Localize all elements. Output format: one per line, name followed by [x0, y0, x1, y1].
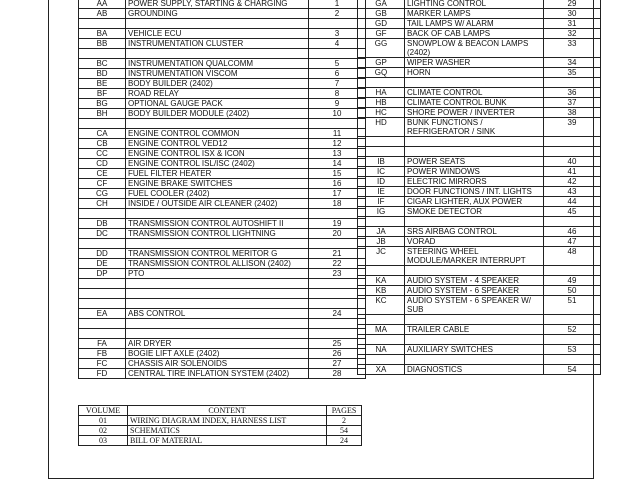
- circuit-name: ENGINE CONTROL COMMON: [126, 129, 309, 139]
- circuit-name: CLIMATE CONTROL: [405, 88, 544, 98]
- index-row: [358, 365, 601, 375]
- circuit-code: [358, 315, 405, 325]
- circuit-page: 47: [544, 237, 601, 247]
- circuit-code: CC: [79, 149, 126, 159]
- circuit-code: IB: [358, 157, 405, 167]
- index-row: [79, 59, 366, 69]
- index-row: [79, 89, 366, 99]
- circuit-name: [405, 315, 544, 325]
- circuit-name: CENTRAL TIRE INFLATION SYSTEM (2402): [126, 369, 309, 379]
- circuit-page: 13: [309, 149, 366, 159]
- index-row: [358, 237, 601, 247]
- circuit-code: GQ: [358, 68, 405, 78]
- circuit-code: [358, 78, 405, 88]
- circuit-name: INSTRUMENTATION QUALCOMM: [126, 59, 309, 69]
- circuit-name: SHORE POWER / INVERTER: [405, 108, 544, 118]
- circuit-page: 35: [544, 68, 601, 78]
- circuit-name: VEHICLE ECU: [126, 29, 309, 39]
- circuit-page: [544, 335, 601, 345]
- index-row: [79, 289, 366, 299]
- circuit-name: CHASSIS AIR SOLENOIDS: [126, 359, 309, 369]
- circuit-code: GD: [358, 19, 405, 29]
- circuit-name: INSTRUMENTATION CLUSTER: [126, 39, 309, 49]
- circuit-code: BG: [79, 99, 126, 109]
- circuit-page: 21: [309, 249, 366, 259]
- circuit-name: LIGHTING CONTROL: [405, 0, 544, 9]
- index-row: [358, 78, 601, 88]
- circuit-page: 26: [309, 349, 366, 359]
- index-row: [79, 359, 366, 369]
- index-row: [358, 118, 601, 137]
- pages-header: PAGES: [327, 406, 362, 416]
- index-row: [358, 207, 601, 217]
- circuit-code: BB: [79, 39, 126, 49]
- circuit-name: POWER SEATS: [405, 157, 544, 167]
- circuit-code: FB: [79, 349, 126, 359]
- circuit-page: 2: [309, 9, 366, 19]
- index-row: [358, 325, 601, 335]
- circuit-name: PTO: [126, 269, 309, 279]
- circuit-name: [405, 266, 544, 276]
- circuit-page: 49: [544, 276, 601, 286]
- circuit-code: [358, 147, 405, 157]
- circuit-code: AB: [79, 9, 126, 19]
- circuit-code: [79, 49, 126, 59]
- circuit-code: [358, 266, 405, 276]
- circuit-name: [126, 239, 309, 249]
- circuit-page: 30: [544, 9, 601, 19]
- circuit-name: CLIMATE CONTROL BUNK: [405, 98, 544, 108]
- index-row: [79, 299, 366, 309]
- circuit-name: [405, 335, 544, 345]
- circuit-code: KB: [358, 286, 405, 296]
- index-row: [79, 209, 366, 219]
- circuit-name: OPTIONAL GAUGE PACK: [126, 99, 309, 109]
- circuit-name: DIAGNOSTICS: [405, 365, 544, 375]
- circuit-name: [405, 137, 544, 147]
- circuit-name: AUDIO SYSTEM - 6 SPEAKER: [405, 286, 544, 296]
- circuit-code: JA: [358, 227, 405, 237]
- index-row: [358, 108, 601, 118]
- circuit-name: SRS AIRBAG CONTROL: [405, 227, 544, 237]
- circuit-code: BF: [79, 89, 126, 99]
- circuit-page: 38: [544, 108, 601, 118]
- circuit-name: ENGINE CONTROL ISL/ISC (2402): [126, 159, 309, 169]
- circuit-code: [358, 137, 405, 147]
- index-row: [79, 309, 366, 319]
- circuit-page: 42: [544, 177, 601, 187]
- index-row: [79, 9, 366, 19]
- index-row: [79, 349, 366, 359]
- circuit-page: 37: [544, 98, 601, 108]
- index-row: [358, 296, 601, 315]
- circuit-code: [358, 335, 405, 345]
- index-row: [358, 58, 601, 68]
- circuit-name: TAIL LAMPS W/ ALARM: [405, 19, 544, 29]
- circuit-code: HC: [358, 108, 405, 118]
- circuit-name: BODY BUILDER (2402): [126, 79, 309, 89]
- index-row: [358, 266, 601, 276]
- circuit-name: AUDIO SYSTEM - 6 SPEAKER W/ SUB: [405, 296, 544, 315]
- index-row: [358, 29, 601, 39]
- circuit-code: GB: [358, 9, 405, 19]
- circuit-page: 19: [309, 219, 366, 229]
- index-row: [79, 259, 366, 269]
- circuit-name: HORN: [405, 68, 544, 78]
- index-row: [79, 129, 366, 139]
- index-row: [79, 269, 366, 279]
- circuit-code: CF: [79, 179, 126, 189]
- circuit-page: 22: [309, 259, 366, 269]
- circuit-name: TRANSMISSION CONTROL LIGHTNING: [126, 229, 309, 239]
- circuit-code: FD: [79, 369, 126, 379]
- circuit-page: 33: [544, 39, 601, 58]
- index-row: [358, 335, 601, 345]
- circuit-code: CH: [79, 199, 126, 209]
- index-row: [79, 329, 366, 339]
- circuit-page: 39: [544, 118, 601, 137]
- circuit-name: [126, 319, 309, 329]
- circuit-code: HD: [358, 118, 405, 137]
- circuit-code: JB: [358, 237, 405, 247]
- circuit-code: CG: [79, 189, 126, 199]
- index-row: [79, 229, 366, 239]
- circuit-page: 9: [309, 99, 366, 109]
- circuit-page: 36: [544, 88, 601, 98]
- circuit-name: TRAILER CABLE: [405, 325, 544, 335]
- circuit-code: JC: [358, 247, 405, 266]
- circuit-code: [79, 19, 126, 29]
- circuit-code: IF: [358, 197, 405, 207]
- circuit-code: [79, 289, 126, 299]
- circuit-code: [79, 299, 126, 309]
- circuit-code: DE: [79, 259, 126, 269]
- volume-content: BILL OF MATERIAL: [128, 436, 327, 446]
- volume-number: 02: [79, 426, 128, 436]
- circuit-page: 45: [544, 207, 601, 217]
- circuit-code: IC: [358, 167, 405, 177]
- circuit-code: GF: [358, 29, 405, 39]
- circuit-name: POWER SUPPLY, STARTING & CHARGING: [126, 0, 309, 9]
- circuit-name: TRANSMISSION CONTROL AUTOSHIFT II: [126, 219, 309, 229]
- circuit-page: 51: [544, 296, 601, 315]
- circuit-index-right: [357, 0, 601, 375]
- circuit-page: 16: [309, 179, 366, 189]
- index-row: [358, 68, 601, 78]
- index-row: [358, 355, 601, 365]
- index-row: [358, 9, 601, 19]
- circuit-name: [405, 147, 544, 157]
- circuit-code: [79, 239, 126, 249]
- circuit-name: GROUNDING: [126, 9, 309, 19]
- circuit-page: [544, 266, 601, 276]
- index-row: [358, 227, 601, 237]
- circuit-name: BACK OF CAB LAMPS: [405, 29, 544, 39]
- circuit-code: GA: [358, 0, 405, 9]
- volume-content: WIRING DIAGRAM INDEX, HARNESS LIST: [128, 416, 327, 426]
- index-row: [79, 169, 366, 179]
- circuit-page: 50: [544, 286, 601, 296]
- circuit-page: 41: [544, 167, 601, 177]
- circuit-name: AUXILIARY SWITCHES: [405, 345, 544, 355]
- circuit-page: 23: [309, 269, 366, 279]
- circuit-code: CA: [79, 129, 126, 139]
- circuit-name: [126, 209, 309, 219]
- index-row: [358, 19, 601, 29]
- index-row: [79, 49, 366, 59]
- circuit-code: BA: [79, 29, 126, 39]
- index-row: [358, 167, 601, 177]
- circuit-name: STEERING WHEEL MODULE/MARKER INTERRUPT: [405, 247, 544, 266]
- circuit-name: FUEL COOLER (2402): [126, 189, 309, 199]
- index-row: [358, 39, 601, 58]
- circuit-name: BOGIE LIFT AXLE (2402): [126, 349, 309, 359]
- circuit-page: 4: [309, 39, 366, 49]
- circuit-code: ID: [358, 177, 405, 187]
- index-row: [358, 177, 601, 187]
- circuit-page: 40: [544, 157, 601, 167]
- circuit-code: FA: [79, 339, 126, 349]
- index-row: [79, 249, 366, 259]
- circuit-page: 52: [544, 325, 601, 335]
- circuit-name: AUDIO SYSTEM - 4 SPEAKER: [405, 276, 544, 286]
- circuit-page: 46: [544, 227, 601, 237]
- index-row: [79, 119, 366, 129]
- circuit-index-left: [78, 0, 366, 379]
- circuit-name: BUNK FUNCTIONS / REFRIGERATOR / SINK: [405, 118, 544, 137]
- circuit-name: [126, 49, 309, 59]
- circuit-name: CIGAR LIGHTER, AUX POWER: [405, 197, 544, 207]
- circuit-name: INSTRUMENTATION VISCOM: [126, 69, 309, 79]
- circuit-page: 29: [544, 0, 601, 9]
- circuit-code: FC: [79, 359, 126, 369]
- index-row: [79, 139, 366, 149]
- circuit-name: SMOKE DETECTOR: [405, 207, 544, 217]
- circuit-page: 24: [309, 309, 366, 319]
- circuit-page: 6: [309, 69, 366, 79]
- circuit-name: WIPER WASHER: [405, 58, 544, 68]
- circuit-code: IE: [358, 187, 405, 197]
- circuit-code: HA: [358, 88, 405, 98]
- index-row: [79, 109, 366, 119]
- circuit-name: BODY BUILDER MODULE (2402): [126, 109, 309, 119]
- volume-row: [79, 426, 362, 436]
- circuit-name: ENGINE CONTROL VED12: [126, 139, 309, 149]
- index-row: [358, 187, 601, 197]
- index-row: [358, 98, 601, 108]
- circuit-page: 3: [309, 29, 366, 39]
- volume-pages: 24: [327, 436, 362, 446]
- circuit-code: MA: [358, 325, 405, 335]
- circuit-code: [79, 329, 126, 339]
- circuit-page: 27: [309, 359, 366, 369]
- index-row: [79, 199, 366, 209]
- volume-number: 03: [79, 436, 128, 446]
- circuit-name: [405, 78, 544, 88]
- index-row: [79, 279, 366, 289]
- circuit-name: ELECTRIC MIRRORS: [405, 177, 544, 187]
- circuit-code: GP: [358, 58, 405, 68]
- circuit-code: BH: [79, 109, 126, 119]
- circuit-name: [126, 119, 309, 129]
- circuit-page: 17: [309, 189, 366, 199]
- circuit-name: ENGINE BRAKE SWITCHES: [126, 179, 309, 189]
- circuit-name: ROAD RELAY: [126, 89, 309, 99]
- index-row: [358, 217, 601, 227]
- circuit-name: MARKER LAMPS: [405, 9, 544, 19]
- content-header: CONTENT: [128, 406, 327, 416]
- circuit-name: ENGINE CONTROL ISX & ICON: [126, 149, 309, 159]
- circuit-code: KC: [358, 296, 405, 315]
- circuit-page: 7: [309, 79, 366, 89]
- circuit-code: DC: [79, 229, 126, 239]
- circuit-code: CB: [79, 139, 126, 149]
- index-row: [79, 189, 366, 199]
- volume-pages: 54: [327, 426, 362, 436]
- circuit-name: AIR DRYER: [126, 339, 309, 349]
- circuit-page: 44: [544, 197, 601, 207]
- circuit-code: [358, 217, 405, 227]
- circuit-name: INSIDE / OUTSIDE AIR CLEANER (2402): [126, 199, 309, 209]
- index-row: [79, 69, 366, 79]
- volume-number: 01: [79, 416, 128, 426]
- circuit-page: 48: [544, 247, 601, 266]
- index-row: [358, 315, 601, 325]
- circuit-page: [544, 147, 601, 157]
- circuit-code: AA: [79, 0, 126, 9]
- circuit-code: EA: [79, 309, 126, 319]
- index-row: [358, 197, 601, 207]
- index-row: [79, 29, 366, 39]
- circuit-name: VORAD: [405, 237, 544, 247]
- index-row: [79, 339, 366, 349]
- circuit-page: 18: [309, 199, 366, 209]
- index-row: [79, 99, 366, 109]
- circuit-code: [79, 119, 126, 129]
- circuit-page: [544, 137, 601, 147]
- circuit-page: 31: [544, 19, 601, 29]
- index-row: [358, 276, 601, 286]
- circuit-page: [544, 217, 601, 227]
- volume-table: [78, 405, 362, 446]
- volume-pages: 2: [327, 416, 362, 426]
- circuit-code: BD: [79, 69, 126, 79]
- circuit-page: 53: [544, 345, 601, 355]
- circuit-code: [79, 319, 126, 329]
- volume-header-row: [79, 406, 362, 416]
- circuit-code: DD: [79, 249, 126, 259]
- circuit-name: DOOR FUNCTIONS / INT. LIGHTS: [405, 187, 544, 197]
- circuit-code: KA: [358, 276, 405, 286]
- circuit-code: CE: [79, 169, 126, 179]
- circuit-page: 10: [309, 109, 366, 119]
- index-row: [79, 159, 366, 169]
- circuit-page: 25: [309, 339, 366, 349]
- circuit-page: 14: [309, 159, 366, 169]
- volume-header: VOLUME: [79, 406, 128, 416]
- circuit-name: [126, 329, 309, 339]
- circuit-name: [126, 299, 309, 309]
- index-row: [358, 137, 601, 147]
- circuit-page: 28: [309, 369, 366, 379]
- circuit-name: SNOWPLOW & BEACON LAMPS (2402): [405, 39, 544, 58]
- circuit-name: [126, 279, 309, 289]
- circuit-page: 54: [544, 365, 601, 375]
- circuit-code: [79, 209, 126, 219]
- circuit-page: 5: [309, 59, 366, 69]
- circuit-code: BC: [79, 59, 126, 69]
- circuit-name: FUEL FILTER HEATER: [126, 169, 309, 179]
- index-row: [79, 19, 366, 29]
- circuit-page: 1: [309, 0, 366, 9]
- circuit-name: TRANSMISSION CONTROL MERITOR G: [126, 249, 309, 259]
- index-row: [358, 0, 601, 9]
- circuit-page: [544, 78, 601, 88]
- index-row: [79, 239, 366, 249]
- circuit-name: ABS CONTROL: [126, 309, 309, 319]
- circuit-code: [79, 279, 126, 289]
- circuit-name: [126, 19, 309, 29]
- circuit-name: POWER WINDOWS: [405, 167, 544, 177]
- circuit-name: [126, 289, 309, 299]
- circuit-code: [358, 355, 405, 365]
- index-row: [358, 286, 601, 296]
- circuit-page: 11: [309, 129, 366, 139]
- index-row: [79, 219, 366, 229]
- circuit-code: NA: [358, 345, 405, 355]
- circuit-code: BE: [79, 79, 126, 89]
- index-row: [358, 147, 601, 157]
- index-row: [79, 79, 366, 89]
- circuit-name: [405, 217, 544, 227]
- index-row: [358, 247, 601, 266]
- circuit-page: 43: [544, 187, 601, 197]
- index-row: [358, 157, 601, 167]
- volume-content: SCHEMATICS: [128, 426, 327, 436]
- index-row: [79, 319, 366, 329]
- circuit-code: HB: [358, 98, 405, 108]
- index-row: [79, 0, 366, 9]
- circuit-page: 34: [544, 58, 601, 68]
- volume-row: [79, 436, 362, 446]
- index-row: [79, 179, 366, 189]
- circuit-code: GG: [358, 39, 405, 58]
- index-row: [358, 88, 601, 98]
- circuit-page: 32: [544, 29, 601, 39]
- index-row: [79, 39, 366, 49]
- circuit-code: XA: [358, 365, 405, 375]
- index-row: [79, 149, 366, 159]
- circuit-name: [405, 355, 544, 365]
- circuit-page: 15: [309, 169, 366, 179]
- circuit-code: IG: [358, 207, 405, 217]
- volume-row: [79, 416, 362, 426]
- circuit-code: DB: [79, 219, 126, 229]
- circuit-page: [544, 355, 601, 365]
- circuit-page: 12: [309, 139, 366, 149]
- circuit-code: CD: [79, 159, 126, 169]
- circuit-name: TRANSMISSION CONTROL ALLISON (2402): [126, 259, 309, 269]
- index-row: [79, 369, 366, 379]
- circuit-page: 8: [309, 89, 366, 99]
- circuit-page: [544, 315, 601, 325]
- index-row: [358, 345, 601, 355]
- circuit-code: DP: [79, 269, 126, 279]
- circuit-page: 20: [309, 229, 366, 239]
